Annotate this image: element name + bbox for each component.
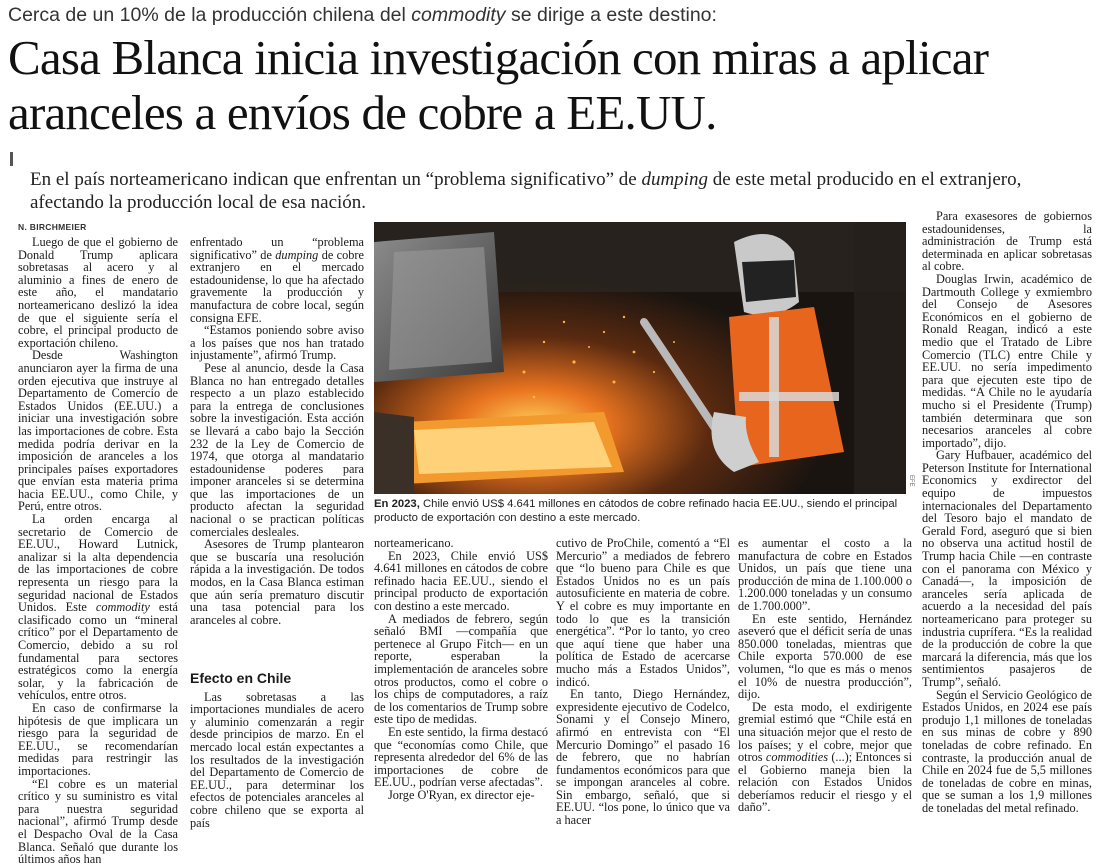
article-column-4 xyxy=(556,537,730,834)
kicker-emphasis: commodity xyxy=(411,4,506,26)
article-column-2-section xyxy=(190,664,364,834)
paragraph: Para exasesores de gobiernos estadounidenses, la administración de Trump está determinada en aplicar sobretasas al cobre. xyxy=(922,209,1092,274)
kicker-text-end: se dirige a este destino: xyxy=(505,4,717,26)
paragraph-text: De esta modo, el exdirigente gremial estimó que “Chile está en una situación mejor que el resto de los países; y el cobre, mejor que otros xyxy=(738,699,912,765)
subheadline xyxy=(30,168,1090,214)
paragraph: A mediados de febrero, según señaló BMI —compañía que pertenece al Grupo Fitch— en un reporte, esperaban la implementación de aranceles sobre otros productos, como el cobre o los chips de computadores, a raíz de los comentarios de Trump sobre este tipo de medidas. xyxy=(374,611,548,727)
caption-text: Chile envió US$ 4.641 millones en cátodos de cobre refinado hacia EE.UU., siendo el principal producto de exportación con destino a este mercado. xyxy=(374,498,898,524)
article-column-5 xyxy=(738,537,912,834)
paragraph: En este sentido, la firma destacó que “economías como Chile, que representa alrededor del 6% de las importaciones de cobre de EE.UU., podrían verse afectadas”. xyxy=(374,724,548,790)
italic-term: commodity xyxy=(95,600,150,615)
photo-caption xyxy=(374,497,914,525)
paragraph: Jorge O'Ryan, ex director eje- xyxy=(388,787,535,802)
headline: Casa Blanca inicia investigación con miras a aplicar aranceles a envíos de cobre a EE.UU. xyxy=(8,30,989,140)
paragraph: Gary Hufbauer, académico del Peterson Institute for International Economics y exdirector del equipo de impuestos internacionales del Departamento del Tesoro bajo el mandato de Gerald Ford, aseguró que si bien no observa una actitud hostil de Trump hacia Chile —en contraste con el panorama con México y Canadá—, la imposición de aranceles sería aplicada de acuerdo a la necesidad del país norteamericano para proteger su industria cuprífera. “Es la realidad de la producción de cobre la que marcará la diferencia, más que los sentimientos pasajeros de Trump”, señaló. xyxy=(922,448,1092,689)
article-column-1 xyxy=(18,235,178,866)
kicker-text: Cerca de un 10% de la producción chilena del xyxy=(8,4,412,26)
paragraph: norteamericano. xyxy=(374,536,454,550)
paragraph-text: está clasificado como un “mineral crítico” por el Departamento de Comercio, debido a su rol fundamental para sectores estratégicos como la energía solar, y la fabricación de vehículos, entre otros. xyxy=(18,600,178,703)
paragraph-text: La orden encarga al secretario de Comercio de EE.UU., Howard Lutnick, analizar si la alta dependencia de las importaciones de cobre representa un riesgo para la seguridad nacional de Estados Unidos. Este xyxy=(18,512,178,615)
article-photo xyxy=(374,222,906,494)
paragraph: Luego de que el gobierno de Donald Trump aplicara sobretasas al acero y al aluminio a fines de enero de este año, el mandatario norteamericano deslizó la idea de que el siguiente sería el cobre, el principal producto de exportación chileno. xyxy=(18,235,178,350)
paragraph: cutivo de ProChile, comentó a “El Mercurio” a mediados de febrero que “lo bueno para Chile es que Estados Unidos no es un país autosuficiente en materia de cobre. Y el cobre es muy importante en todo lo que es la transición energética”. “Por lo tanto, yo creo que aquí tiene que haber una política de Estado de acercarse mucho más a Estados Unidos”, indicó. xyxy=(556,536,730,689)
paragraph: “El cobre es un material crítico y su suministro es vital para nuestra seguridad nacional”, afirmó Trump desde el Despacho Oval de la Casa Blanca. Señaló que durante los últimos años han xyxy=(18,776,178,866)
byline: N. BIRCHMEIER xyxy=(18,222,87,232)
paragraph: “Estamos poniendo sobre aviso a los países que nos han tratado injustamente”, afirmó Trump. xyxy=(190,323,364,363)
subhead-emphasis: dumping xyxy=(641,169,708,190)
paragraph-text: de cobre extranjero en el mercado estadounidense, lo que ha afectado gravemente la producción y manufactura de cobre local, según consigna EFE. xyxy=(190,247,364,325)
italic-term: dumping xyxy=(275,247,319,262)
paragraph xyxy=(190,236,364,324)
paragraph: En tanto, Diego Hernández, expresidente ejecutivo de Codelco, Sonami y el Consejo Minero, afirmó en entrevista con “El Mercurio Domingo” el pasado 16 de febrero, que no habrían fundamentos económicos para que se impongan aranceles al cobre. Sin embargo, señaló, que si EE.UU. “los pone, lo único que va a hacer xyxy=(556,687,730,828)
paragraph: En 2023, Chile envió US$ 4.641 millones en cátodos de cobre refinado hacia EE.UU., siendo el principal producto de exportación con destino a este mercado. xyxy=(374,548,548,613)
article-column-3 xyxy=(374,537,548,834)
photo-credit: EFE xyxy=(908,475,914,487)
subhead-marker xyxy=(10,152,13,166)
paragraph: En este sentido, Hernández aseveró que el déficit sería de unas 850.000 toneladas, mientras que Chile exporta 570.000 de ese volumen, “lo que es más o menos el 10% de nuestra producción”, dijo. xyxy=(738,611,912,702)
paragraph: Según el Servicio Geológico de Estados Unidos, en 2024 ese país produjo 1,1 millones de toneladas en sus minas de cobre y 890 toneladas de cobre refinado. En contraste, la producción anual de Chile en 2024 fue de 5,5 millones de toneladas de cobre en minas, que se suman a los 1,9 millones de toneladas del metal refinado. xyxy=(922,687,1092,815)
paragraph: Desde Washington anunciaron ayer la firma de una orden ejecutiva que instruye al Departamento de Comercio de Estados Unidos (EE.UU.) a iniciar una investigación sobre las importaciones de cobre. Esta medida podría derivar en la imposición de aranceles a los principales países exportadores que envían esta materia prima hacia EE.UU., como Chile, y Perú, entre otros. xyxy=(18,348,178,514)
kicker xyxy=(8,4,1093,27)
article-column-6 xyxy=(922,210,1092,834)
caption-lead: En 2023, xyxy=(374,498,420,510)
paragraph: es aumentar el costo a la manufactura de cobre en Estados Unidos, un país que tiene una producción de mina de 1.100.000 o 1.200.000 toneladas y un consumo de 1.700.000”. xyxy=(738,536,912,613)
article-column-2 xyxy=(190,236,364,661)
paragraph-text: enfrentado un “problema significativo” de xyxy=(190,235,364,262)
italic-term: commodities xyxy=(765,750,829,765)
paragraph xyxy=(18,513,178,702)
paragraph: Asesores de Trump plantearon que se buscaría una resolución rápida a la investigación. De todos modos, en la Casa Blanca estiman que aún sería prematuro discutir una tasa potencial para los aranceles al cobre. xyxy=(190,537,364,627)
subhead-text-end: de este metal producido en el extranjero, afectando la producción local de esa nación. xyxy=(30,169,1022,213)
paragraph: En caso de confirmarse la hipótesis de que implicara un riesgo para la seguridad de EE.UU., se recomendarían medidas para restringir las importaciones. xyxy=(18,700,178,778)
section-heading: Efecto en Chile xyxy=(190,670,292,686)
subhead-text: En el país norteamericano indican que enfrentan un “problema significativo” de xyxy=(30,169,642,190)
paragraph: Las sobretasas a las importaciones mundiales de acero y aluminio comenzarán a regir desde principios de marzo. En el mercado local están expectantes a los resultados de la investigación del Departamento de Comercio de EE.UU., para determinar los efectos de potenciales aranceles al cobre chileno que se exporta al país xyxy=(190,689,364,830)
paragraph: Douglas Irwin, académico de Dartmouth College y exmiembro del Consejo de Asesores Económicos en el gobierno de Ronald Reagan, indicó a este medio que el Tratado de Libre Comercio (TLC) entre Chile y EE.UU. no sería impedimento para que ejecuten este tipo de medidas. “A Chile no le ayudaría mucho si el Presidente (Trump) también determinara que son necesarios aranceles al cobre importado”, dijo. xyxy=(922,271,1092,450)
paragraph: Pese al anuncio, desde la Casa Blanca no han entregado detalles respecto a un plazo establecido para la entrega de conclusiones sobre la investigación. Esta acción se llevará a cabo bajo la Sección 232 de la Ley de Comercio de 1974, que otorga al mandatario estadounidense poderes para imponer aranceles si se determina que las importaciones de un producto afectan la seguridad nacional o se practican políticas comerciales desleales. xyxy=(190,360,364,539)
paragraph xyxy=(738,701,912,814)
copper-worker-image xyxy=(374,222,906,494)
paragraph-text: (...); Entonces si el Gobierno maneja bien la relación con Estados Unidos deberíamos reducir el riesgo y el daño”. xyxy=(738,750,912,815)
